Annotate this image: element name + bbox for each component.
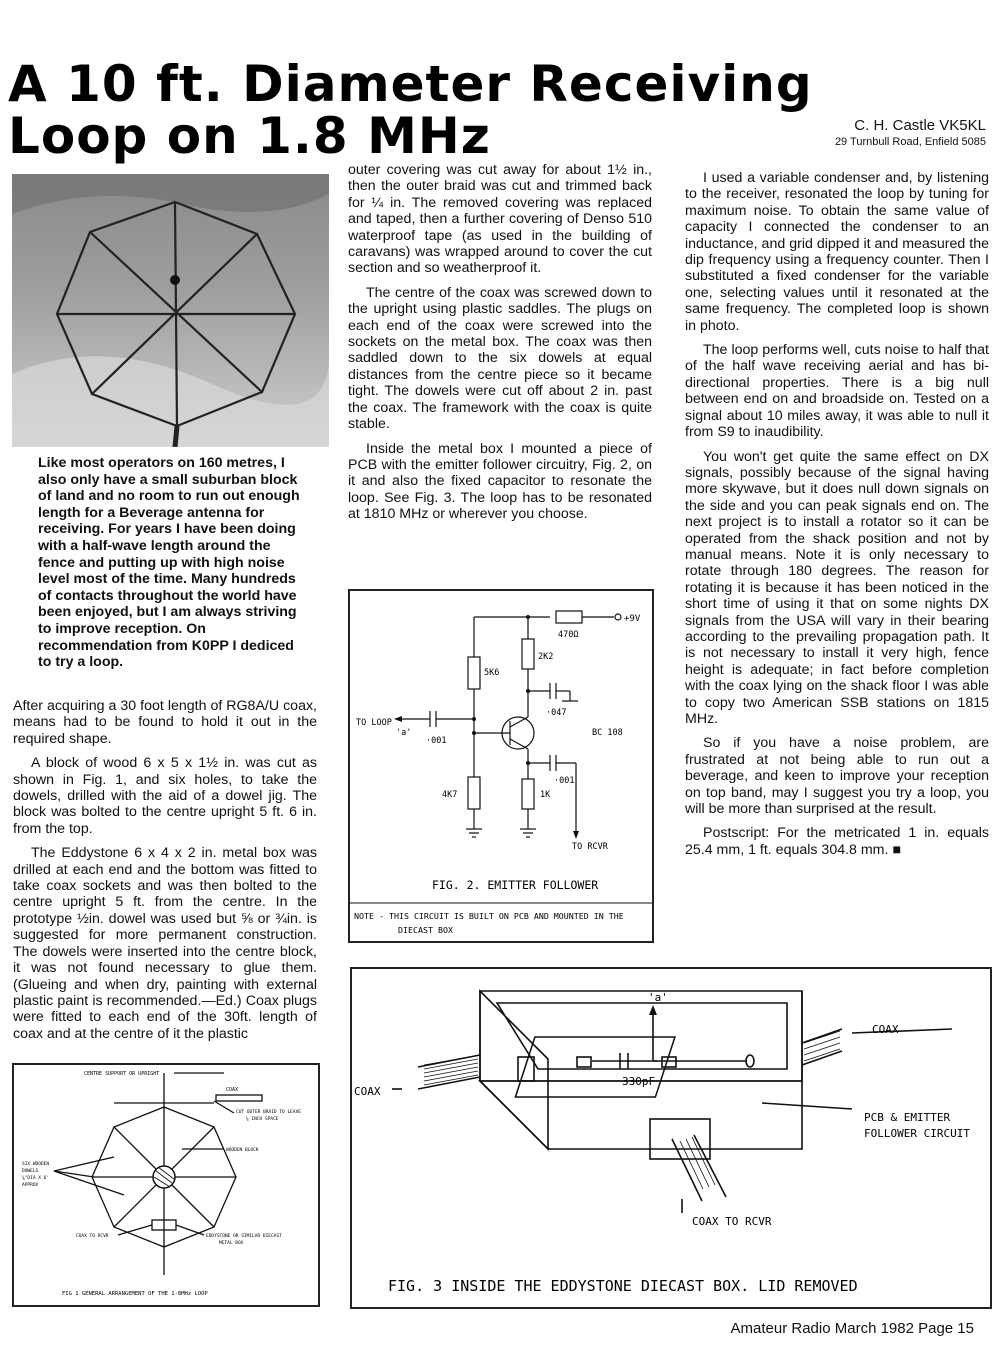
fig2-note-2: DIECAST BOX <box>398 925 453 935</box>
fig1-label-dowels-4: APPROX <box>22 1183 39 1188</box>
fig2-label-1k: 1K <box>540 790 551 800</box>
figure-2 <box>348 589 654 943</box>
fig3-label-a: 'a' <box>648 991 668 1004</box>
fig1-label-dowels-1: SIX WOODEN <box>22 1162 50 1167</box>
fig3-label-capacitor: 330pF <box>622 1075 656 1088</box>
figure-3 <box>350 967 992 1309</box>
author-name: C. H. Castle VK5KL <box>854 117 986 134</box>
title-line-2: Loop on 1.8 MHz <box>8 107 491 165</box>
fig3-caption: FIG. 3 INSIDE THE EDDYSTONE DIECAST BOX. LID REMOVED <box>388 1277 858 1295</box>
fig3-label-pcb-1: PCB & EMITTER <box>864 1111 951 1124</box>
fig1-label-cut: CUT OUTER BRAID TO LEAVE <box>236 1110 302 1115</box>
col1-paragraph-1: After acquiring a 30 foot length of RG8A/U coax, means had to be found to hold it out in the required shape. <box>13 698 317 747</box>
fig2-label-5k6: 5K6 <box>484 668 500 678</box>
fig1-label-dowels-3: ⅝"DIA X 6' <box>22 1176 50 1181</box>
fig1-label-cut2: ¼ INCH SPACE <box>246 1117 279 1122</box>
col1-paragraph-3: The Eddystone 6 x 4 x 2 in. metal box was drilled at each end and the bottom was fitted to take coax sockets and was then bolted to the centre upright 5 ft. from the centre. In the prototype ½in. dowel was used but ⅝ or ¾in. is suggested for more permanent construction. The dowels were inserted into the centre block, it was not found necessary to glue them. (Glueing and when dry, painting with external plastic paint is recommended.—Ed.) Coax plugs were fitted to each end of the 30ft. length of coax and at the centre of it the plastic <box>13 845 317 1042</box>
fig1-label-block: WOODEN BLOCK <box>226 1148 259 1153</box>
fig1-label-box-1: EDDYSTONE OR SIMILAR DIECAST <box>206 1234 282 1239</box>
figure-2-schematic <box>350 591 652 941</box>
fig2-label-rcvr: TO RCVR <box>572 842 608 852</box>
figure-1 <box>12 1063 320 1307</box>
figure-3-drawing <box>352 969 990 1307</box>
column-3 <box>685 170 989 866</box>
fig1-label-box-2: METAL BOX <box>219 1241 244 1246</box>
fig2-label-470: 470Ω <box>558 630 579 640</box>
fig2-note-1: NOTE - THIS CIRCUIT IS BUILT ON PCB AND MOUNTED IN THE <box>354 911 624 921</box>
col3-paragraph-4: So if you have a noise problem, are frustrated at not being able to run out a beverage, and keen to improve your reception on top band, may I suggest you try a loop, you will be more than surprised at the result. <box>685 735 989 818</box>
fig1-label-rcvr: COAX TO RCVR <box>76 1234 109 1239</box>
col3-paragraph-5: Postscript: For the metricated 1 in. equals 25.4 mm, 1 ft. equals 304.8 mm. ■ <box>685 825 989 858</box>
fig2-label-9v: +9V <box>624 614 641 624</box>
fig2-label-a: 'a' <box>396 728 412 738</box>
fig2-label-4k7: 4K7 <box>442 790 458 800</box>
fig1-label-top: CENTRE SUPPORT OR UPRIGHT <box>84 1071 160 1077</box>
loop-photo-drawing <box>12 174 329 447</box>
fig2-label-001a: ·001 <box>426 736 447 746</box>
fig2-label-047: ·047 <box>546 708 567 718</box>
fig3-label-pcb-2: FOLLOWER CIRCUIT <box>864 1127 970 1140</box>
page-footer: Amateur Radio March 1982 Page 15 <box>730 1320 974 1337</box>
col1-paragraph-2: A block of wood 6 x 5 x 1½ in. was cut as shown in Fig. 1, and six holes, to take the dowels, drilled with the aid of a dowel jig. The block was bolted to the centre upright 5 ft. 6 in. from the top. <box>13 755 317 837</box>
column-2 <box>348 162 652 531</box>
lede-paragraph <box>38 455 300 671</box>
fig3-label-rcvr: COAX TO RCVR <box>692 1215 772 1228</box>
fig1-label-coax: COAX <box>226 1087 239 1093</box>
title-line-1: A 10 ft. Diameter Receiving <box>8 55 813 113</box>
fig1-label-dowels-2: DOWELS <box>22 1169 39 1174</box>
lede-text: Like most operators on 160 metres, I also only have a small suburban block of land and no room to run out enough length for a Beverage antenna for receiving. For years I have been doing with a half-wave length around the fence and putting up with high noise level most of the time. Many hundreds of contacts throughout the world have been enjoyed, but I am always striving to improve reception. On recommendation from K0PP I dediced to try a loop. <box>38 455 300 671</box>
figure-1-diagram <box>14 1065 318 1305</box>
fig2-label-2k2: 2K2 <box>538 652 554 662</box>
fig2-label-001b: ·001 <box>554 776 575 786</box>
article-title <box>8 55 813 165</box>
fig3-label-coax-left: COAX <box>354 1085 381 1098</box>
col3-paragraph-1: I used a variable condenser and, by listening to the receiver, resonated the loop by tuning for maximum noise. To obtain the same value of capacity I connected the condenser to an inductance, and grid dipped it and measured the dip frequency using a frequency counter. Then I substituted a fixed condenser for the variable one, selecting values until it resonated at the same frequency. The completed loop is shown in photo. <box>685 170 989 334</box>
author-address: 29 Turnbull Road, Enfield 5085 <box>834 136 986 148</box>
fig2-label-bc108: BC 108 <box>592 728 623 738</box>
col2-paragraph-1: outer covering was cut away for about 1½ in., then the outer braid was cut and trimmed back for ¼ in. The removed covering was replaced and taped, then a further covering of Denso 510 waterproof tape (as used in the building of caravans) was wrapped around to cover the cut section and so weatherproof it. <box>348 162 652 277</box>
col2-paragraph-2: The centre of the coax was screwed down to the upright using plastic saddles. The plugs on each end of the coax were screwed into the sockets on the metal box. The coax was then saddled down to the six dowels at equal distances from the centre piece so it became tight. The dowels were cut off about 2 in. past the coax. The framework with the coax is quite stable. <box>348 284 652 433</box>
column-1 <box>13 698 317 1050</box>
fig2-caption: FIG. 2. EMITTER FOLLOWER <box>432 878 599 892</box>
loop-photo <box>12 174 329 447</box>
fig2-label-loop: TO LOOP <box>356 718 392 728</box>
fig3-label-coax-right: COAX <box>872 1023 899 1036</box>
col2-paragraph-3: Inside the metal box I mounted a piece of PCB with the emitter follower circuitry, Fig. 2, on it and also the fixed capacitor to resonate the loop. See Fig. 3. The loop has to be resonated at 1810 MHz or wherever you choose. <box>348 440 652 523</box>
col3-paragraph-2: The loop performs well, cuts noise to half that of the half wave receiving aerial and has bi-directional properties. There is a big null between end on and broadside on. Tested on a signal about 10 miles away, it was able to null it from S9 to inaudibility. <box>685 342 989 441</box>
byline <box>835 117 986 149</box>
fig1-caption: FIG 1 GENERAL ARRANGEMENT OF THE 1·8MHz LOOP <box>62 1291 208 1297</box>
col3-paragraph-3: You won't get quite the same effect on DX signals, possibly because of the signal having more skywave, but it does null down signals on the side and you can peak signals end on. The next project is to install a rotator so it can be operated from the shack position and not by manual means. Note it is only necessary to rotate through 180 degrees. The reason for rotating it is because it has been noticed in the short time of using it that on some nights DX signals from the USA will vary in their bearing according to the prevailing propagation path. It is not necessary to install it very high, fence height is adequate; in fact before completion with the coax lying on the shack floor I was able to copy two American SSB stations on 1815 MHz. <box>685 448 989 727</box>
